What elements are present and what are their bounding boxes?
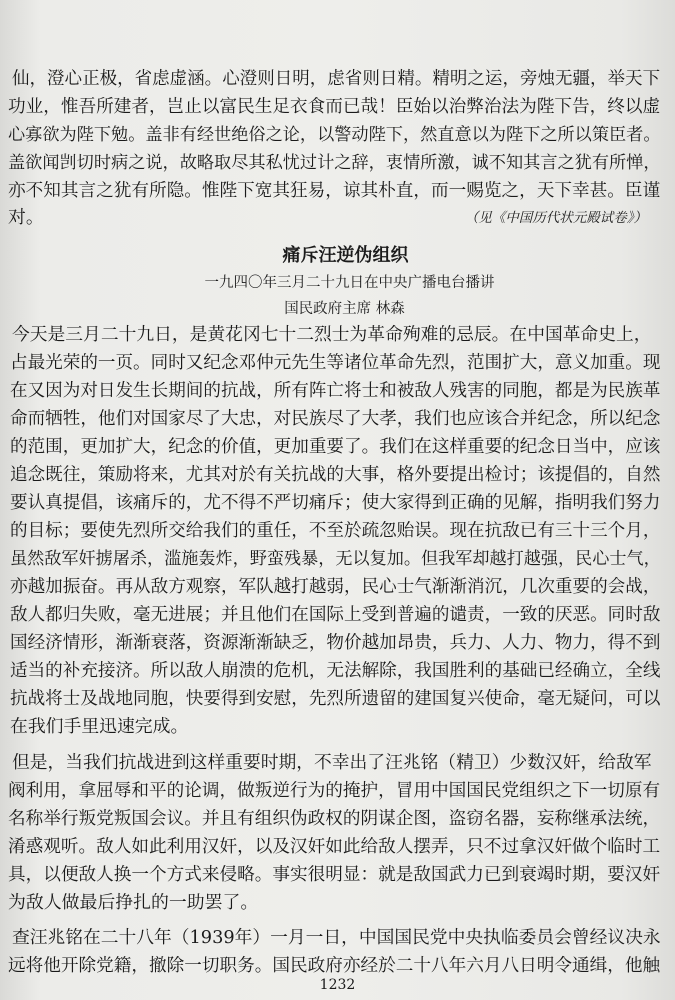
text-line: 心寡欲为陛下勉。盖非有经世绝俗之论，以警动陛下，然直意以为陛下之所以策臣者。 <box>8 125 661 145</box>
text-line: 亦不知其言之犹有所隐。惟陛下宽其狂易，谅其朴直，而一赐览之，天下幸甚。臣谨 <box>8 181 661 201</box>
text-line: 盖欲闻剀切时病之说，故略取尽其私忧过计之辞，衷情所激，诚不知其言之犹有所惮， <box>8 153 661 173</box>
paragraph-line: 国经济情形，渐渐衰落，资源渐渐缺乏，物价越加昂贵，兵力、人力、物力，得不到 <box>10 633 661 653</box>
text-line: 对。 <box>8 207 44 228</box>
paragraph-line: 要认真提倡，该痛斥的，尤不得不严切痛斥；使大家得到正确的见解，指明我们努力 <box>10 493 661 513</box>
article-author: 国民政府主席 林森 <box>284 301 405 317</box>
page-number: 1232 <box>319 977 356 993</box>
paragraph-line: 但是，当我们抗战进到这样重要时期，不幸出了汪兆铭（精卫）少数汉奸，给敌军 <box>12 752 652 773</box>
paragraph-line: 今天是三月二十九日，是黄花冈七十二烈士为革命殉难的忌辰。在中国革命史上， <box>12 324 652 345</box>
paragraph-line: 的目标；要使先烈所交给我们的重任，不至於疏忽贻误。现在抗敌已有三十三个月， <box>10 521 661 541</box>
paragraph-line: 适当的补充接济。所以敌人崩溃的危机，无法解除，我国胜利的基础已经确立，全线 <box>10 661 661 681</box>
paragraph-line: 追念既往，策励将来，尤其对於有关抗战的大事，格外要提出检讨；该提倡的，自然 <box>10 465 661 485</box>
text-line: 功业，惟吾所建者，岂止以富民生足衣食而已哉！臣始以治弊治法为陛下告，终以虚 <box>8 97 661 117</box>
paragraph-line: 敌人都归失败，毫无进展；并且他们在国际上受到普遍的谴责，一致的厌恶。同时敌 <box>10 605 661 625</box>
paragraph-line: 名称举行叛党叛国会议。并且有组织伪政权的阴谋企图，盗窃名器，妄称继承法统， <box>8 809 661 829</box>
paragraph-line: 亦越加振奋。再从敌方观察，军队越打越弱，民心士气渐渐消沉，几次重要的会战， <box>10 577 661 597</box>
source-citation: （见《中国历代状元殿试卷》） <box>464 210 647 226</box>
article-title: 痛斥汪逆伪组织 <box>282 245 409 266</box>
paragraph-line: 命而牺牲，他们对国家尽了大忠，对民族尽了大孝，我们也应该合并纪念，所以纪念 <box>10 409 661 429</box>
paragraph-line: 为敌人做最后挣扎的一助罢了。 <box>8 892 259 913</box>
paragraph-line: 虽然敌军奸掳屠杀，滥施轰炸，野蛮残暴，无以复加。但我军却越打越强，民心士气， <box>10 549 661 569</box>
paragraph-line: 具，以便敌人换一个方式来侵略。事实很明显：就是敌国武力已到衰竭时期，要汉奸 <box>8 865 661 885</box>
paragraph-line: 淆惑观听。敌人如此利用汉奸，以及汉奸如此给敌人摆弄，只不过拿汉奸做个临时工 <box>8 837 661 857</box>
paragraph-line: 的范围，更加扩大，纪念的价值，更加重要了。我们在这样重要的纪念日当中，应该 <box>10 437 661 457</box>
paragraph-line: 占最光荣的一页。同时又纪念邓仲元先生等诸位革命先烈，范围扩大，意义加重。现 <box>10 353 661 373</box>
text-line: 仙，澄心正极，省虑虚涵。心澄则日明，虑省则日精。精明之运，旁烛无疆，举天下 <box>12 69 661 89</box>
paragraph-line: 阀利用，拿屈辱和平的论调，做叛逆行为的掩护，冒用中国国民党组织之下一切原有 <box>8 781 661 801</box>
article-subtitle: 一九四〇年三月二十九日在中央广播电台播讲 <box>204 275 495 291</box>
paragraph-line: 在又因为对日发生长期间的抗战，所有阵亡将士和被敌人残害的同胞，都是为民族革 <box>10 381 661 401</box>
paragraph-line: 抗战将士及战地同胞，快要得到安慰，先烈所遗留的建国复兴使命，毫无疑问，可以 <box>10 689 661 709</box>
paragraph-line: 远将他开除党籍，撤除一切职务。国民政府亦经於二十八年六月八日明令通缉，他触 <box>8 956 661 976</box>
paragraph-line: 在我们手里迅速完成。 <box>10 716 189 737</box>
paragraph-line: 查汪兆铭在二十八年（1939年）一月一日，中国国民党中央执临委员会曾经议决永 <box>12 928 661 948</box>
